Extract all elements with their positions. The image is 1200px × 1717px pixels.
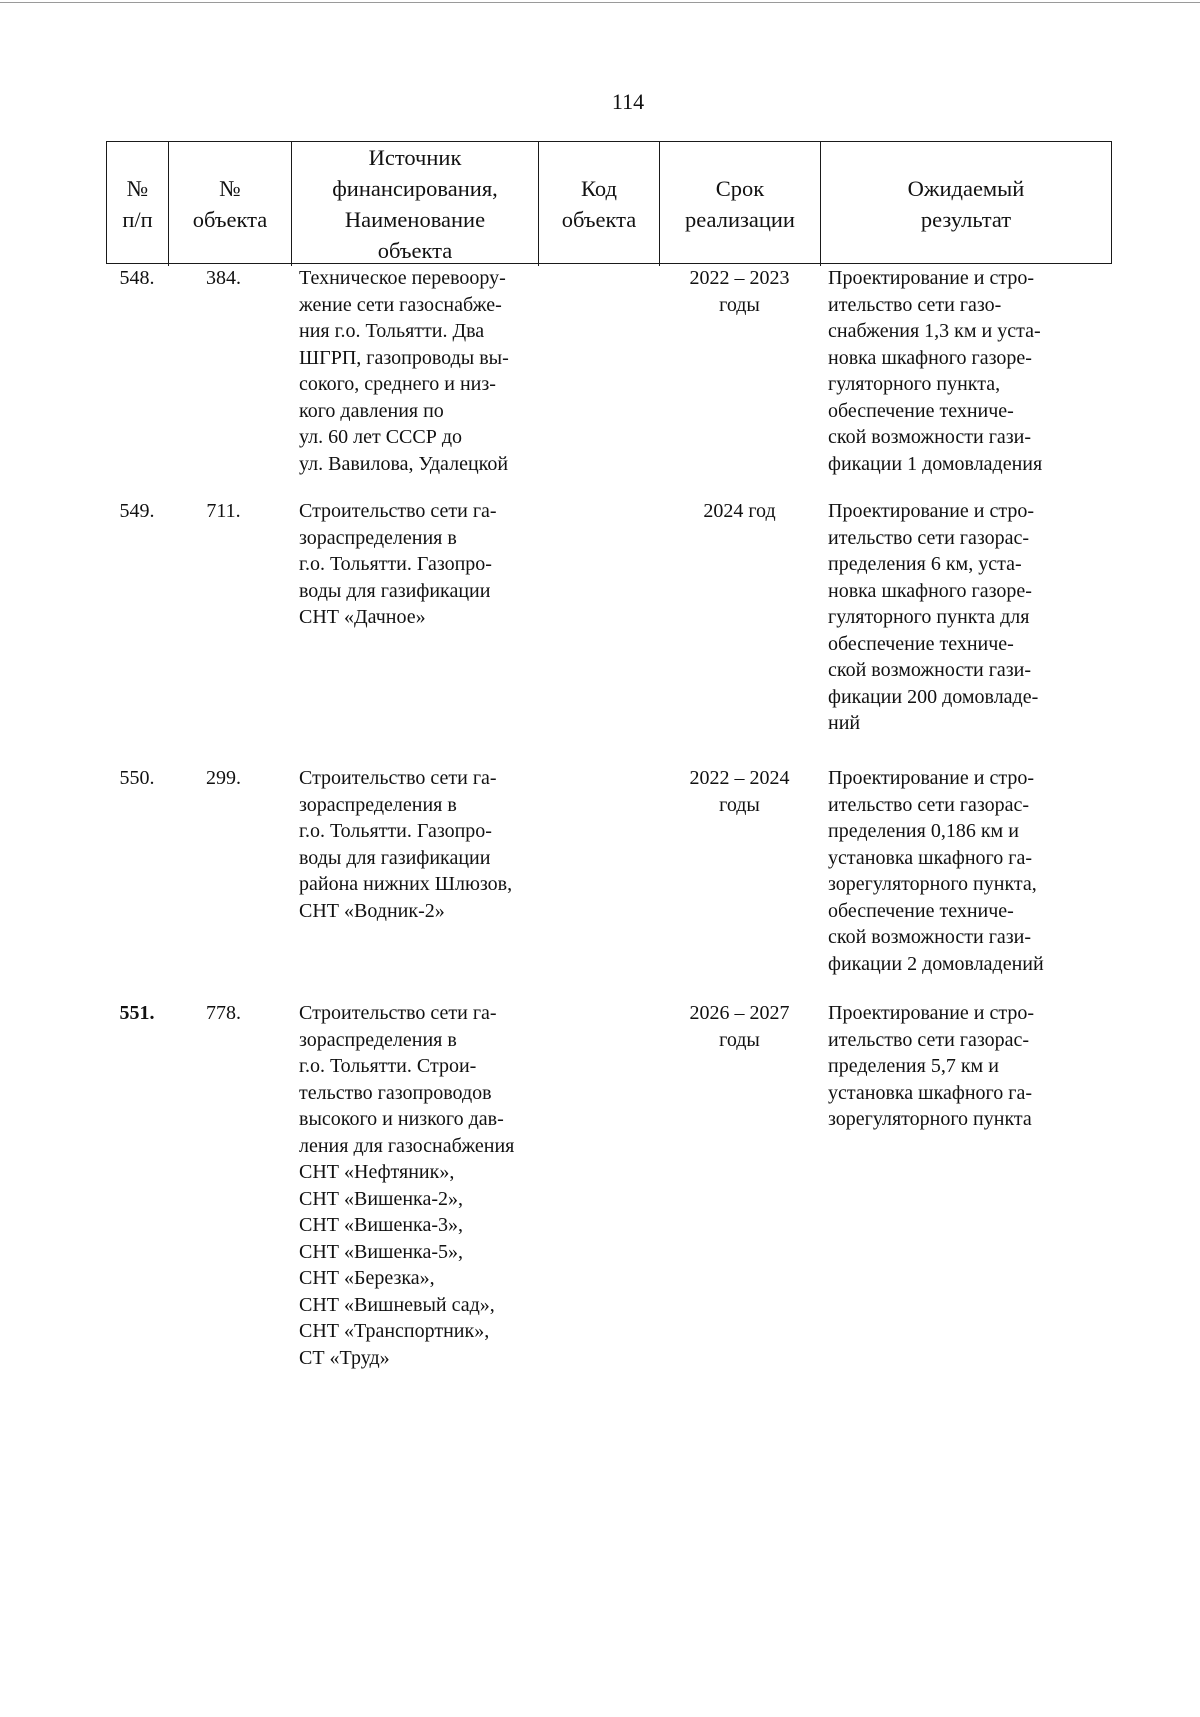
object-number: 299. <box>206 767 241 789</box>
header-object-code: Код объекта <box>539 142 660 266</box>
table-row <box>106 765 1112 1000</box>
object-name: Строительство сети га- зораспределения в г.о. Тольятти. Газопро- воды для газификации района нижних Шлюзов, СНТ «Водник-2» <box>299 767 513 922</box>
implementation-term: 2026 – 2027 годы <box>689 1002 790 1051</box>
object-number: 711. <box>206 500 241 522</box>
table-row <box>106 265 1112 498</box>
expected-result: Проектирование и стро- ительство сети газорас- пределения 0,186 км и установка шкафного га- зорегуляторного пункта, обеспечение техниче- ской возможности гази- фикации 2 домовладений <box>828 767 1044 975</box>
expected-result: Проектирование и стро- ительство сети газо- снабжения 1,3 км и уста- новка шкафного газоре- гуляторного пункта, обеспечение техниче- ской возможности гази- фикации 1 домовладения <box>828 267 1043 475</box>
header-expected-result: Ожидаемый результат <box>907 176 1025 232</box>
object-code <box>538 1000 659 1371</box>
top-scan-line <box>0 2 1200 3</box>
header-source-name: Источник финансирования, Наименование объекта <box>292 142 539 266</box>
table-header <box>106 141 1112 264</box>
expected-result: Проектирование и стро- ительство сети газорас- пределения 6 км, уста- новка шкафного газоре- гуляторного пункта для обеспечение техниче- ской возможности гази- фикации 200 домовладе- ний <box>828 500 1039 734</box>
object-name: Строительство сети га- зораспределения в г.о. Тольятти. Газопро- воды для газификации СНТ «Дачное» <box>299 500 497 628</box>
header-row-number: № п/п <box>107 142 169 266</box>
header-term: Срок реализации <box>660 142 821 266</box>
object-code <box>538 265 659 498</box>
implementation-term: 2024 год <box>703 500 776 522</box>
table-row <box>106 498 1112 765</box>
table-row <box>106 1000 1112 1370</box>
row-number: 551. <box>119 1002 155 1024</box>
object-number: 778. <box>206 1002 241 1024</box>
object-code <box>538 498 659 765</box>
implementation-term: 2022 – 2023 годы <box>689 267 790 316</box>
table-body <box>106 265 1112 1370</box>
expected-result: Проектирование и стро- ительство сети газорас- пределения 5,7 км и установка шкафного га- зорегуляторного пункта <box>828 1002 1035 1130</box>
implementation-term: 2022 – 2024 годы <box>689 767 790 816</box>
object-name: Техническое перевоору- жение сети газоснабже- ния г.о. Тольятти. Два ШГРП, газопроводы вы- сокого, среднего и низ- кого давления по ул. 60 лет СССР до ул. Вавилова, Удалецкой <box>299 267 509 475</box>
object-name: Строительство сети га- зораспределения в г.о. Тольятти. Строи- тельство газопроводов высокого и низкого дав- ления для газоснабжения СНТ «Нефтяник», СНТ «Вишенка-2», СНТ «Вишенка-3», СНТ «Вишенка-5», СНТ «Березка», СНТ «Вишневый сад», СНТ «Транспортник», СТ «Труд» <box>299 1002 515 1369</box>
row-number: 550. <box>119 767 155 789</box>
row-number: 549. <box>119 500 155 522</box>
header-object-number: № объекта <box>169 142 292 266</box>
object-number: 384. <box>206 267 241 289</box>
page-number: 114 <box>611 89 645 114</box>
row-number: 548. <box>119 267 155 289</box>
object-code <box>538 765 659 1000</box>
